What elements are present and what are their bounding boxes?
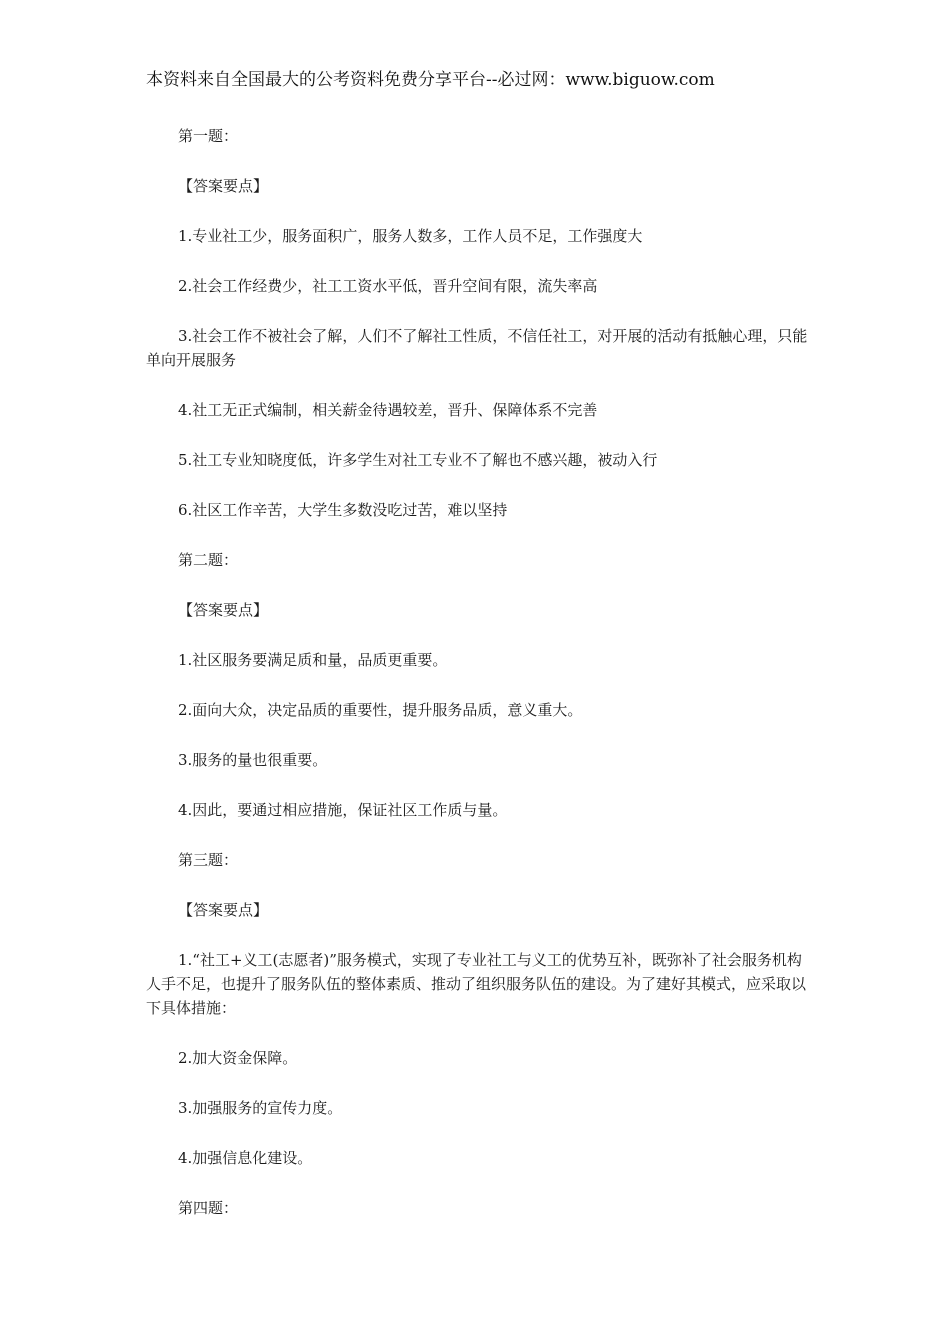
answer-point: 3.社会工作不被社会了解，人们不了解社工性质，不信任社工，对开展的活动有抵触心理，只能单向开展服务 xyxy=(146,327,808,369)
answer-key-heading: 【答案要点】 xyxy=(178,177,269,195)
answer-point: 4.社工无正式编制，相关薪金待遇较差，晋升、保障体系不完善 xyxy=(178,401,598,419)
answer-point: 1.专业社工少，服务面积广，服务人数多，工作人员不足，工作强度大 xyxy=(178,227,643,245)
answer-key-heading: 【答案要点】 xyxy=(178,901,269,919)
question-1-heading: 第一题： xyxy=(178,127,239,145)
answer-point: 1.社区服务要满足质和量，品质更重要。 xyxy=(178,651,448,669)
answer-point: 6.社区工作辛苦，大学生多数没吃过苦，难以坚持 xyxy=(178,501,508,519)
document-body xyxy=(146,124,816,1246)
question-4-heading: 第四题： xyxy=(178,1199,239,1217)
answer-point: 1.“社工+义工(志愿者)”服务模式，实现了专业社工与义工的优势互补，既弥补了社会服务机构人手不足，也提升了服务队伍的整体素质、推动了组织服务队伍的建设。为了建好其模式，应采取以下具体措施： xyxy=(146,951,807,1017)
answer-point: 5.社工专业知晓度低，许多学生对社工专业不了解也不感兴趣，被动入行 xyxy=(178,451,658,469)
question-2-heading: 第二题： xyxy=(178,551,239,569)
answer-point: 4.因此，要通过相应措施，保证社区工作质与量。 xyxy=(178,801,508,819)
answer-point: 3.加强服务的宣传力度。 xyxy=(178,1099,343,1117)
page-header: 本资料来自全国最大的公考资料免费分享平台--必过网：www.biguow.com xyxy=(146,70,715,90)
answer-point: 4.加强信息化建设。 xyxy=(178,1149,313,1167)
answer-point: 2.加大资金保障。 xyxy=(178,1049,298,1067)
answer-key-heading: 【答案要点】 xyxy=(178,601,269,619)
answer-point: 3.服务的量也很重要。 xyxy=(178,751,328,769)
answer-point: 2.面向大众，决定品质的重要性，提升服务品质，意义重大。 xyxy=(178,701,583,719)
answer-point: 2.社会工作经费少，社工工资水平低，晋升空间有限，流失率高 xyxy=(178,277,598,295)
question-3-heading: 第三题： xyxy=(178,851,239,869)
